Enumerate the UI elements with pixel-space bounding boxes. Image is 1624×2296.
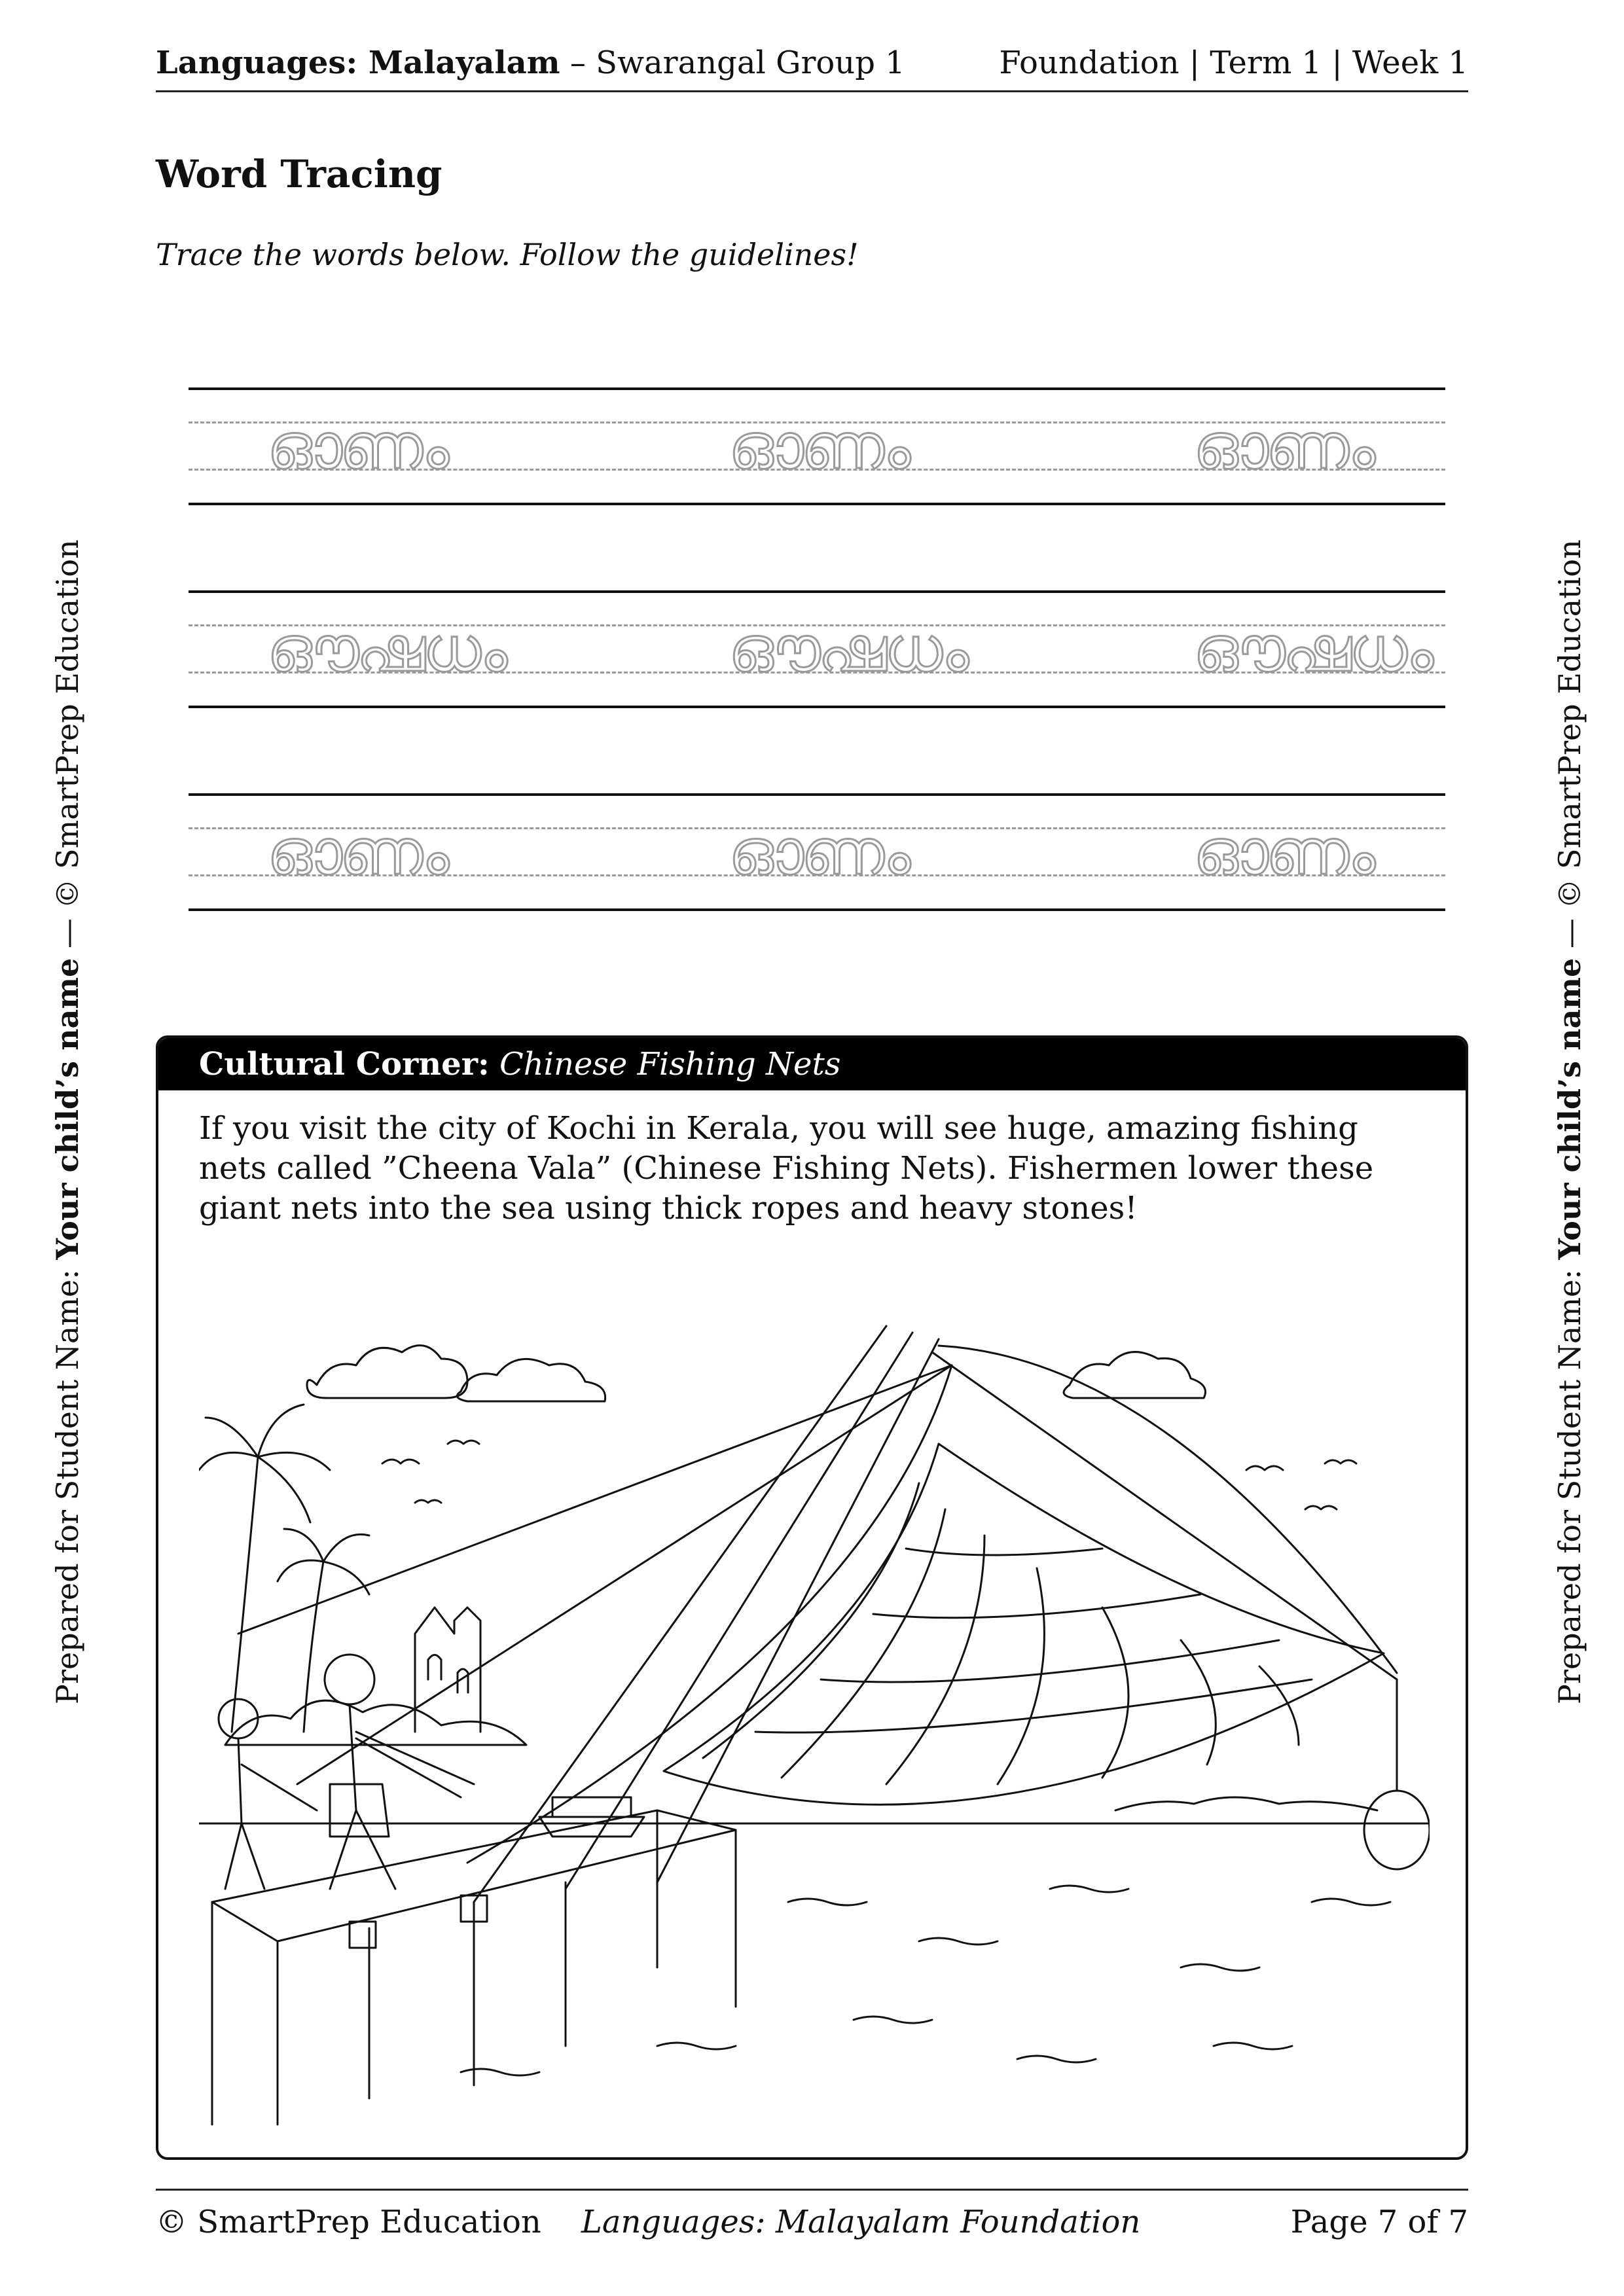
footer-course: Languages: Malayalam Foundation — [581, 2204, 1141, 2240]
trace-word[interactable]: ഔഷധം — [1193, 613, 1432, 686]
header-subject-group — [156, 45, 905, 81]
cultural-corner-header — [158, 1038, 1466, 1090]
cultural-corner-box — [156, 1035, 1468, 2160]
trace-word[interactable]: ഓണം — [267, 816, 447, 889]
trace-word[interactable]: ഓണം — [1193, 410, 1373, 483]
bottom-guideline — [189, 706, 1445, 708]
bottom-guideline — [189, 503, 1445, 505]
page-header — [156, 41, 1468, 92]
page-footer — [156, 2189, 1468, 2256]
side-prefix: Prepared for Student Name: — [50, 1259, 85, 1704]
top-guideline — [189, 793, 1445, 796]
header-group: Swarangal Group 1 — [596, 45, 905, 81]
top-guideline — [189, 387, 1445, 390]
side-student-label-left — [45, 539, 90, 1704]
footer-copyright: © SmartPrep Education — [156, 2204, 541, 2240]
header-level: Foundation | Term 1 | Week 1 — [999, 45, 1468, 81]
trace-word[interactable]: ഓണം — [267, 410, 447, 483]
tracing-row-1 — [189, 387, 1445, 505]
cultural-corner-topic: Chinese Fishing Nets — [499, 1046, 841, 1083]
side-suffix: — © SmartPrep Education — [1552, 539, 1587, 958]
side-suffix: — © SmartPrep Education — [50, 539, 85, 958]
bottom-guideline — [189, 908, 1445, 911]
instructions: Trace the words below. Follow the guidelines! — [156, 237, 859, 272]
trace-word[interactable]: ഓണം — [1193, 816, 1373, 889]
header-subject: Languages: Malayalam — [156, 45, 560, 81]
trace-word[interactable]: ഔഷധം — [267, 613, 505, 686]
header-separator: – — [560, 45, 596, 81]
footer-page-number: Page 7 of 7 — [1290, 2204, 1468, 2240]
trace-word[interactable]: ഓണം — [729, 410, 909, 483]
cultural-corner-text: If you visit the city of Kochi in Kerala, you will see huge, amazing fishing nets called ”Cheena Vala” (Chinese Fishing Nets). Fishermen lower these giant nets into the sea using thick ropes and heavy stones! — [199, 1110, 1374, 1227]
side-student-name: Your child’s name — [1552, 958, 1587, 1260]
chinese-fishing-net-illustration — [199, 1313, 1430, 2138]
top-guideline — [189, 590, 1445, 593]
cultural-corner-label: Cultural Corner: — [199, 1046, 490, 1083]
side-prefix: Prepared for Student Name: — [1552, 1259, 1587, 1704]
side-student-label-right — [1547, 539, 1593, 1704]
section-title: Word Tracing — [156, 152, 442, 196]
side-student-name: Your child’s name — [50, 958, 85, 1260]
trace-word[interactable]: ഓണം — [729, 816, 909, 889]
tracing-row-2 — [189, 590, 1445, 708]
trace-word[interactable]: ഔഷധം — [729, 613, 967, 686]
tracing-row-3 — [189, 793, 1445, 911]
